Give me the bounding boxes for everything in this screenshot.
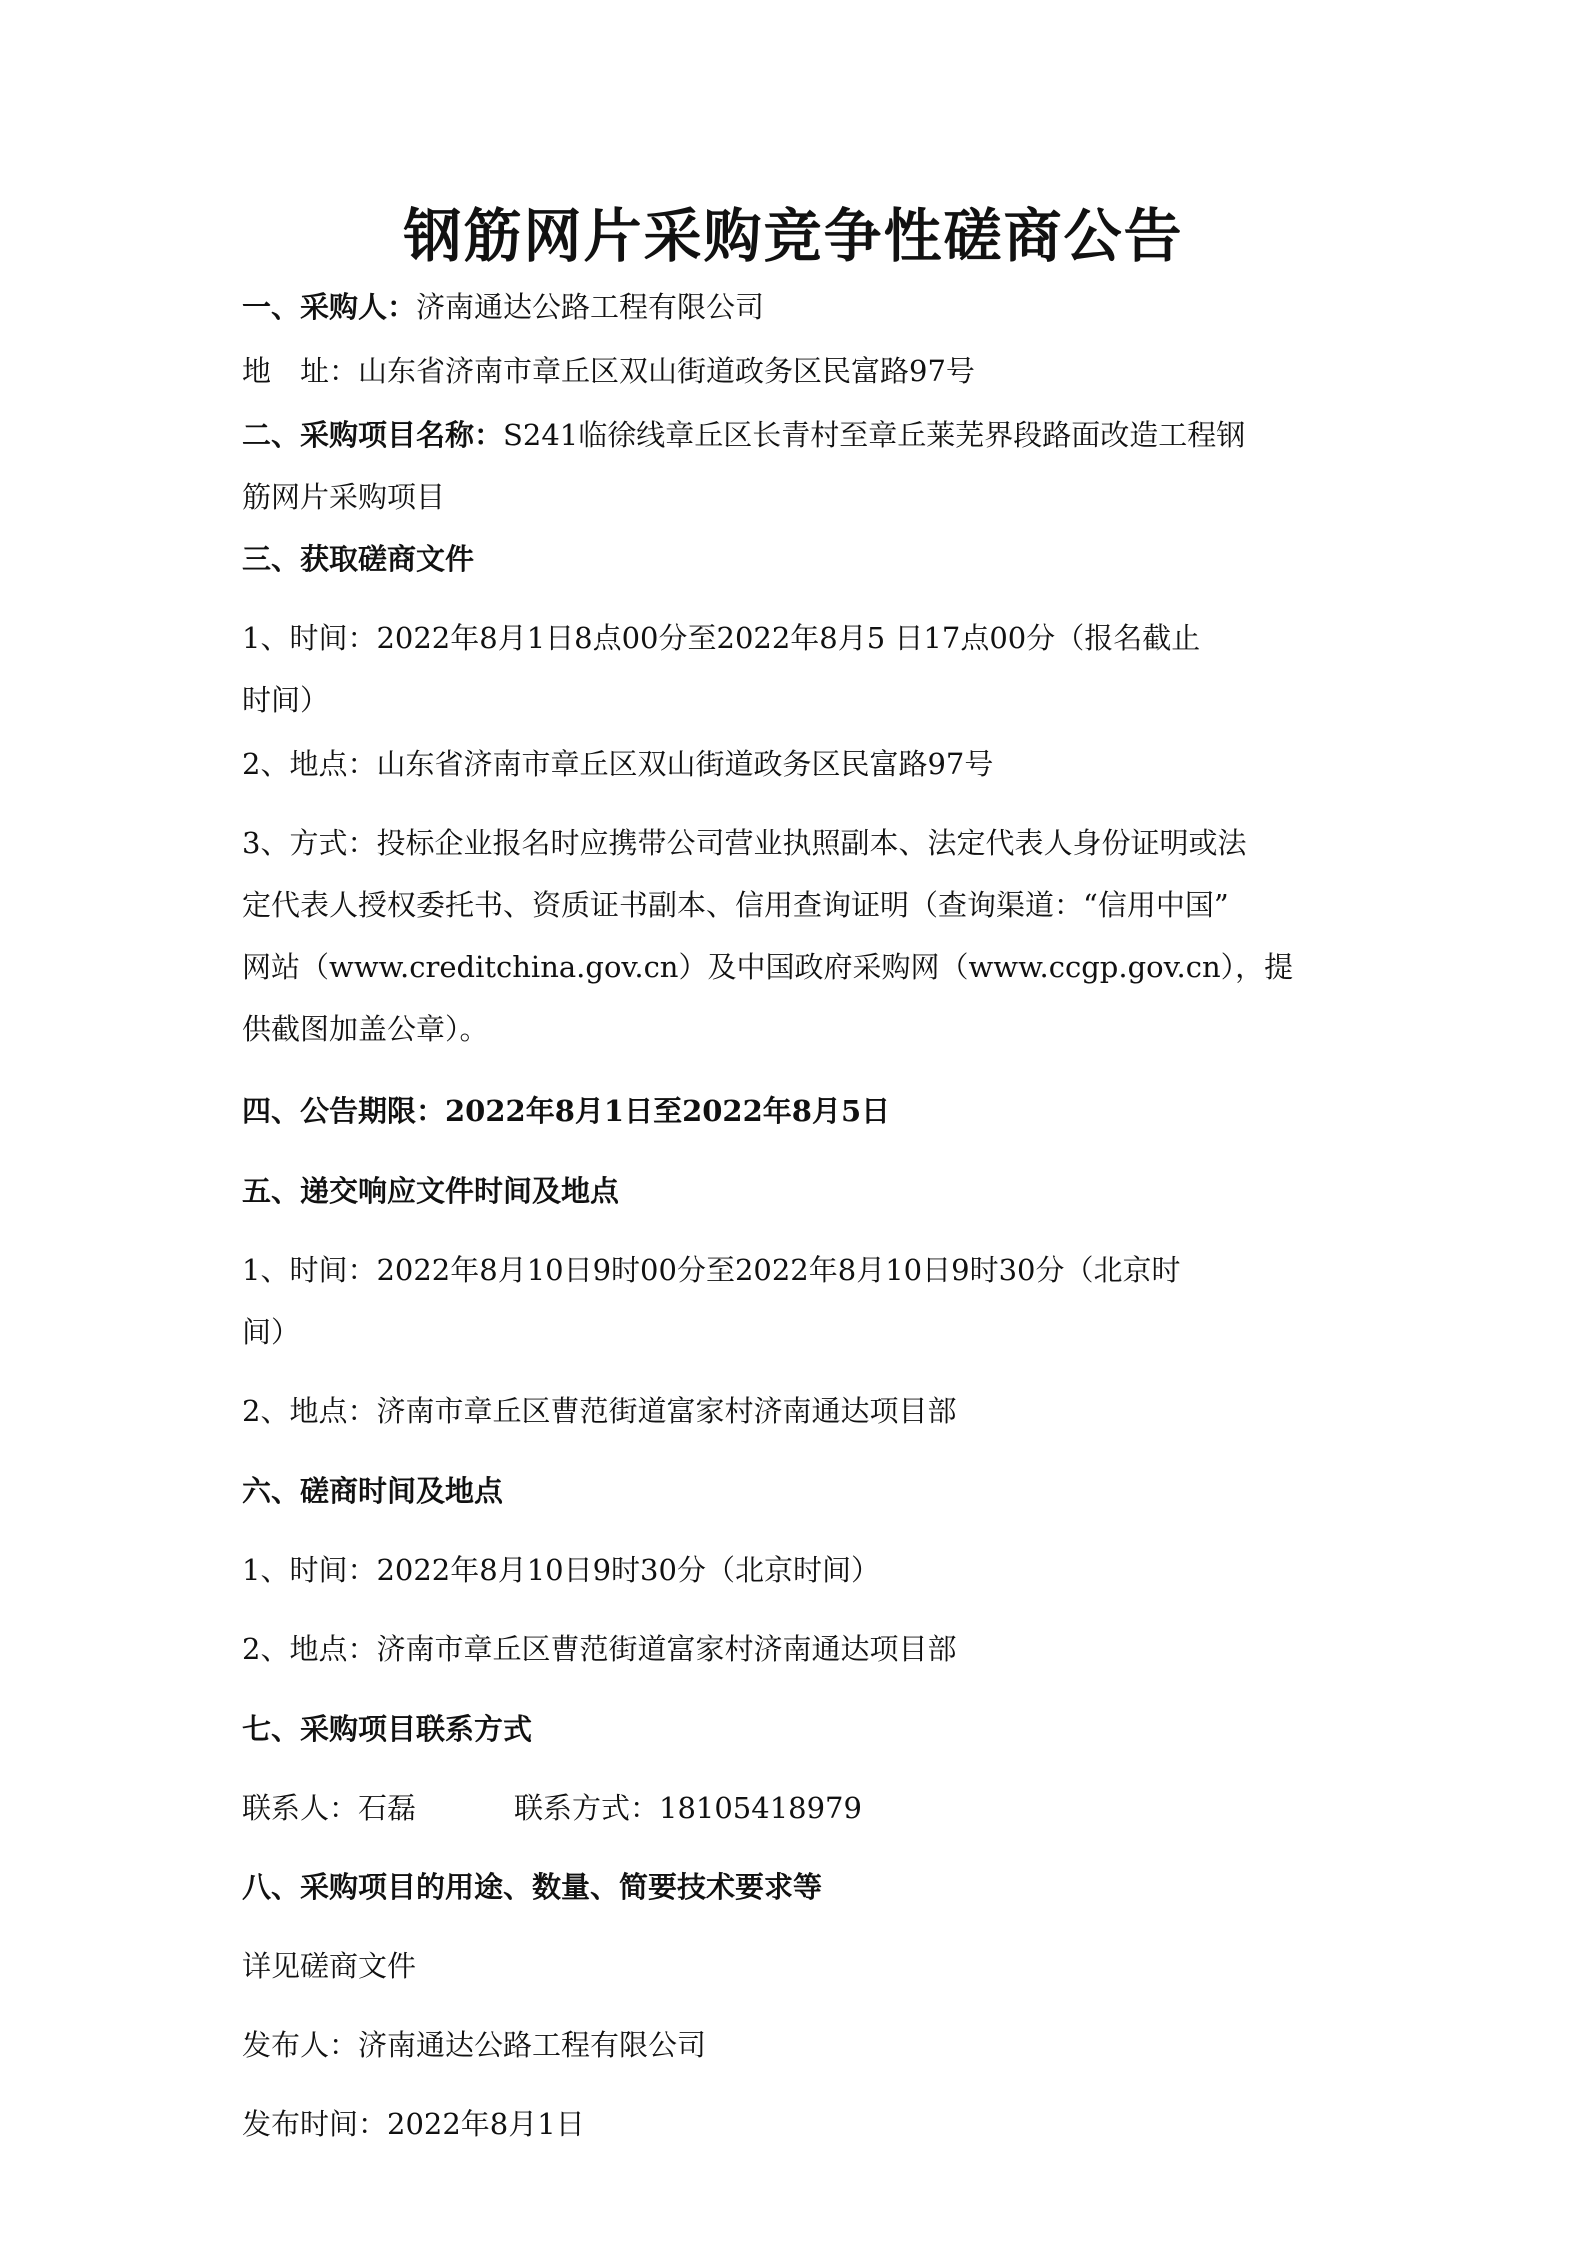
- project-label: 二、采购项目名称：: [242, 418, 504, 452]
- address-line: [242, 350, 1352, 392]
- section5-heading: 五、递交响应文件时间及地点: [242, 1174, 620, 1208]
- publish-time-line: 发布时间：2022年8月1日: [242, 2107, 585, 2141]
- purchaser-label: 一、采购人：: [242, 290, 417, 324]
- section3-place: 2、地点：山东省济南市章丘区双山街道政务区民富路97号: [242, 747, 994, 781]
- address-value: 山东省济南市章丘区双山街道政务区民富路97号: [358, 354, 975, 388]
- section4-text: 四、公告期限：2022年8月1日至2022年8月5日: [242, 1094, 891, 1128]
- project-line-1: [242, 414, 1352, 456]
- contact-person: 联系人：石磊: [242, 1791, 417, 1825]
- section6-time: 1、时间：2022年8月10日9时30分（北京时间）: [242, 1553, 880, 1587]
- page-title: 钢筋网片采购竞争性磋商公告: [403, 202, 1184, 270]
- publisher-line: 发布人：济南通达公路工程有限公司: [242, 2028, 707, 2062]
- purchaser-value: 济南通达公路工程有限公司: [416, 290, 765, 324]
- project-name-line2: 筋网片采购项目: [242, 480, 446, 514]
- section3-method-line2: 定代表人授权委托书、资质证书副本、信用查询证明（查询渠道：“信用中国”: [242, 888, 1229, 922]
- section6-heading: 六、磋商时间及地点: [242, 1474, 504, 1508]
- purchaser-line: [242, 286, 1352, 328]
- address-label: 地 址：: [242, 354, 359, 388]
- section3-method-line4: 供截图加盖公章）。: [242, 1012, 489, 1046]
- section5-place: 2、地点：济南市章丘区曹范街道富家村济南通达项目部: [242, 1394, 957, 1428]
- project-name-line1: S241临徐线章丘区长青村至章丘莱芜界段路面改造工程钢: [503, 418, 1246, 452]
- section3-time-line2: 时间）: [242, 683, 330, 717]
- section8-detail: 详见磋商文件: [242, 1949, 417, 1983]
- section6-place: 2、地点：济南市章丘区曹范街道富家村济南通达项目部: [242, 1632, 957, 1666]
- section3-heading: 三、获取磋商文件: [242, 542, 475, 576]
- section5-time-line1: 1、时间：2022年8月10日9时00分至2022年8月10日9时30分（北京时: [242, 1253, 1181, 1287]
- section3-method-line3: 网站（www.creditchina.gov.cn）及中国政府采购网（www.ccgp.gov.cn），提: [242, 950, 1294, 984]
- section7-contact-line: [242, 1787, 1352, 1829]
- contact-method: 联系方式：18105418979: [514, 1791, 862, 1825]
- section3-method-line1: 3、方式：投标企业报名时应携带公司营业执照副本、法定代表人身份证明或法: [242, 826, 1247, 860]
- section5-time-line2: 间）: [242, 1315, 301, 1349]
- section7-heading: 七、采购项目联系方式: [242, 1712, 533, 1746]
- section3-time-line1: 1、时间：2022年8月1日8点00分至2022年8月5 日17点00分（报名截止: [242, 621, 1201, 655]
- section8-heading: 八、采购项目的用途、数量、简要技术要求等: [242, 1870, 823, 1904]
